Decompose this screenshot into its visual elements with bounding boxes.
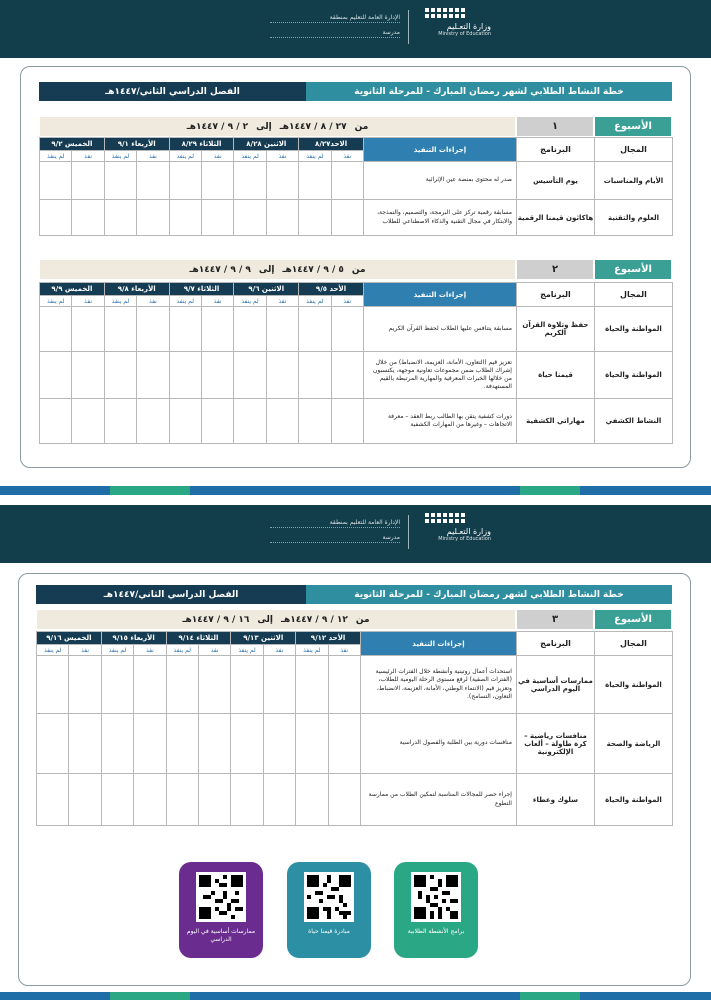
status-cell[interactable] [40,307,72,352]
status-cell[interactable] [299,162,331,200]
header-fields [270,14,400,44]
to-label: إلى [258,264,275,275]
status-cell[interactable] [137,200,169,236]
plan-title: خطة النشاط الطلابي لشهر رمضان المبارك - للمرحلة الثانوية [306,585,672,604]
done-label: نفذ [137,151,169,162]
header-divider [408,515,409,549]
school-field: مدرسة [270,29,400,38]
admin-field: الإدارة العامة للتعليم بمنطقة [270,519,400,528]
to-label: إلى [257,614,273,625]
from-date: ١٢ / ٩ / ١٤٤٧هـ [280,614,348,625]
status-cell[interactable] [296,774,328,826]
week-header-2 [39,259,672,280]
row-program: سلوك وعطاء [516,774,594,826]
status-cell[interactable] [198,714,230,774]
status-cell[interactable] [40,352,72,399]
status-cell[interactable] [234,200,266,236]
qr-card-values-initiative[interactable] [287,862,371,958]
status-cell[interactable] [299,200,331,236]
status-cell[interactable] [263,656,295,714]
qr-code-icon [411,872,461,922]
row-program: منافسات رياضية – كرة طاولة – ألعاب الإلكترونية [516,714,594,774]
day-header: الاثنين ٩/١٣ [231,632,296,645]
footer-stripe [0,992,711,1000]
row-field: المواطنة والحياة [594,352,672,399]
status-cell[interactable] [299,352,331,399]
row-procedure: منافسات دورية بين الطلبة والفصول الدراسية [360,714,516,774]
status-cell[interactable] [234,162,266,200]
status-cell[interactable] [166,714,198,774]
row-program: يوم التأسيس [516,162,594,200]
done-label: نفذ [331,151,363,162]
day-header: الثلاثاء ٩/١٤ [166,632,231,645]
day-header: الأحد ٩/٥ [299,283,364,296]
qr-code-icon [196,872,246,922]
qr-card-student-activities[interactable] [394,862,478,958]
status-cell[interactable] [104,399,136,444]
field-header: المجال [594,632,672,656]
status-cell[interactable] [37,774,69,826]
row-field: المواطنة والحياة [594,307,672,352]
from-label: من [354,121,369,132]
ministry-logo [425,513,491,542]
day-header: الثلاثاء ٩/٧ [169,283,234,296]
qr-caption: برامج الأنشطة الطلابية [407,928,465,935]
week-date-range [39,259,516,280]
header-band-1 [0,0,711,58]
status-cell[interactable] [266,200,298,236]
week-label: الأسبوع [594,609,672,630]
status-cell[interactable] [72,200,104,236]
program-header: البرنامج [516,283,594,307]
not-done-label: لم ينفذ [296,645,328,656]
status-cell[interactable] [69,774,101,826]
row-field: المواطنة والحياة [594,774,672,826]
header-band-2 [0,505,711,563]
week-date-range [36,609,516,630]
table-row [40,162,673,200]
week-number: ٣ [516,609,594,630]
done-label: نفذ [134,645,166,656]
status-cell[interactable] [234,399,266,444]
not-done-label: لم ينفذ [234,151,266,162]
status-cell[interactable] [134,774,166,826]
status-cell[interactable] [101,774,133,826]
status-cell[interactable] [169,162,201,200]
table-row [40,307,673,352]
done-label: نفذ [72,151,104,162]
from-date: ٥ / ٩ / ١٤٤٧هـ [282,264,344,275]
row-field: النشاط الكشفي [594,399,672,444]
procedures-header: إجراءات التنفيذ [360,632,516,656]
status-cell[interactable] [331,352,363,399]
done-label: نفذ [266,296,298,307]
day-header: الأربعاء ٩/٨ [104,283,169,296]
not-done-label: لم ينفذ [40,151,72,162]
status-cell[interactable] [328,656,360,714]
row-procedure: استحداث أعمال روتينية وأنشطة خلال الفترات الرئيسية (الفترات الصفية) لرفع مستوى الرحلة اليومية للطلاب، وتعزيز قيم (الانتماء الوطني، الأمانة، العزيمة، الانضباط، التعاون، التسامح). [360,656,516,714]
day-header: الخميس ٩/٩ [40,283,105,296]
not-done-label: لم ينفذ [299,296,331,307]
done-label: نفذ [266,151,298,162]
status-cell[interactable] [72,399,104,444]
status-cell[interactable] [266,307,298,352]
status-cell[interactable] [331,307,363,352]
row-procedure: دورات كشفية يتقن بها الطالب ربط العقد – معرفة الاتجاهات – وغيرها من المهارات الكشفية [363,399,516,444]
plan-title-bar-1 [39,82,672,101]
status-cell[interactable] [234,307,266,352]
day-header: الاحد٨/٢٧ [299,138,364,151]
done-label: نفذ [69,645,101,656]
status-cell[interactable] [328,774,360,826]
procedures-header: إجراءات التنفيذ [363,138,516,162]
status-cell[interactable] [101,714,133,774]
status-cell[interactable] [37,714,69,774]
row-procedure: مسابقة رقمية تركز على البرمجة، والتصميم، والنمذجة، والابتكار في مجال التقنية والذكاء الاصطناعي للطلاب [363,200,516,236]
table-row [40,399,673,444]
row-field: المواطنة والحياة [594,656,672,714]
semester-title: الفصل الدراسي الثاني/١٤٤٧هـ [39,82,306,101]
ministry-logo [425,8,491,37]
done-label: نفذ [328,645,360,656]
status-cell[interactable] [231,774,263,826]
status-cell[interactable] [169,307,201,352]
row-program: قيمنا حياة [516,352,594,399]
row-procedure: مسابقة يتنافس عليها الطلاب لحفظ القرآن الكريم [363,307,516,352]
status-cell[interactable] [137,399,169,444]
qr-card-basic-practices[interactable] [179,862,263,958]
procedures-header: إجراءات التنفيذ [363,283,516,307]
ministry-name-en: Ministry of Education [438,31,491,37]
not-done-label: لم ينفذ [169,151,201,162]
not-done-label: لم ينفذ [101,645,133,656]
status-cell[interactable] [201,307,233,352]
from-label: من [355,614,370,625]
status-cell[interactable] [169,200,201,236]
to-label: إلى [256,121,272,132]
day-header: الاثنين ٩/٦ [234,283,299,296]
ministry-name-ar: وزارة التعـليم [446,22,491,31]
row-program: حفظ وتلاوة القرآن الكريم [516,307,594,352]
plan-title-bar-2 [36,585,672,604]
day-header: الخميس ٩/٢ [40,138,105,151]
status-cell[interactable] [72,162,104,200]
qr-code-icon [304,872,354,922]
plan-title: خطة النشاط الطلابي لشهر رمضان المبارك - للمرحلة الثانوية [306,82,672,101]
done-label: نفذ [202,151,234,162]
status-cell[interactable] [299,399,331,444]
day-header: الأحد ٩/١٢ [296,632,361,645]
status-cell[interactable] [40,399,72,444]
week-header-3 [36,609,672,630]
status-cell[interactable] [201,399,233,444]
status-cell[interactable] [198,774,230,826]
to-date: ٩ / ٩ / ١٤٤٧هـ [189,264,251,275]
status-cell[interactable] [104,200,136,236]
row-procedure: صدر له محتوى بمنصة عين الإثرائية [363,162,516,200]
week-table-3 [36,631,673,826]
day-header: الثلاثاء ٨/٢٩ [169,138,234,151]
week-date-range [39,116,516,137]
status-cell[interactable] [37,656,69,714]
from-date: ٢٧ / ٨ / ١٤٤٧هـ [279,121,347,132]
row-procedure: إجراء حصر للمجالات المناسبة لتمكين الطلاب من ممارسة التطوع [360,774,516,826]
header-divider [408,10,409,44]
week-header-1 [39,116,672,137]
status-cell[interactable] [169,352,201,399]
status-cell[interactable] [134,714,166,774]
not-done-label: لم ينفذ [104,296,136,307]
field-header: المجال [594,138,672,162]
status-cell[interactable] [166,656,198,714]
status-cell[interactable] [201,352,233,399]
week-label: الأسبوع [594,259,672,280]
status-cell[interactable] [137,307,169,352]
status-cell[interactable] [72,307,104,352]
row-procedure: تعزيز قيم (التعاون، الأمانة، العزيمة، الانضباط) من خلال إشراك الطلاب ضمن مجموعات تعاونية موجهة، يكتسبون من خلالها الخبرات المعرفية والمهارية المرتبطة بالقيم المستهدفة. [363,352,516,399]
qr-caption: مبادرة قيمنا حياة [308,928,350,935]
status-cell[interactable] [202,162,234,200]
status-cell[interactable] [263,774,295,826]
status-cell[interactable] [331,162,363,200]
field-header: المجال [594,283,672,307]
status-cell[interactable] [40,162,72,200]
done-label: نفذ [72,296,104,307]
not-done-label: لم ينفذ [166,645,198,656]
status-cell[interactable] [234,352,266,399]
status-cell[interactable] [198,656,230,714]
to-date: ١٦ / ٩ / ١٤٤٧هـ [182,614,250,625]
status-cell[interactable] [137,352,169,399]
program-header: البرنامج [516,632,594,656]
done-label: نفذ [263,645,295,656]
status-cell[interactable] [263,714,295,774]
status-cell[interactable] [296,714,328,774]
program-header: البرنامج [516,138,594,162]
done-label: نفذ [201,296,233,307]
status-cell[interactable] [202,200,234,236]
status-cell[interactable] [104,307,136,352]
table-row [40,352,673,399]
done-label: نفذ [331,296,363,307]
to-date: ٢ / ٩ / ١٤٤٧هـ [186,121,249,132]
status-cell[interactable] [134,656,166,714]
row-program: مهاراتي الكشفية [516,399,594,444]
done-label: نفذ [137,296,169,307]
day-header: الخميس ٩/١٦ [37,632,102,645]
status-cell[interactable] [169,399,201,444]
status-cell[interactable] [231,714,263,774]
from-label: من [351,264,366,275]
week-table-2 [39,282,673,444]
status-cell[interactable] [266,399,298,444]
status-cell[interactable] [101,656,133,714]
status-cell[interactable] [137,162,169,200]
week-number: ٢ [516,259,594,280]
semester-title: الفصل الدراسي الثاني/١٤٤٧هـ [36,585,306,604]
ministry-name-en: Ministry of Education [438,536,491,542]
status-cell[interactable] [299,307,331,352]
status-cell[interactable] [69,656,101,714]
table-row [37,656,673,714]
status-cell[interactable] [40,200,72,236]
not-done-label: لم ينفذ [169,296,201,307]
day-header: الاثنين ٨/٢٨ [234,138,299,151]
school-field: مدرسة [270,534,400,543]
qr-caption: ممارسات أساسية في اليوم الدراسي [186,928,256,943]
status-cell[interactable] [231,656,263,714]
status-cell[interactable] [104,162,136,200]
header-fields [270,519,400,549]
row-field: العلوم والتقنية [594,200,672,236]
not-done-label: لم ينفذ [299,151,331,162]
admin-field: الإدارة العامة للتعليم بمنطقة [270,14,400,23]
status-cell[interactable] [331,399,363,444]
not-done-label: لم ينفذ [231,645,263,656]
not-done-label: لم ينفذ [40,296,72,307]
table-row [40,200,673,236]
row-program: ممارسات أساسية في اليوم الدراسي [516,656,594,714]
status-cell[interactable] [104,352,136,399]
status-cell[interactable] [266,352,298,399]
not-done-label: لم ينفذ [37,645,69,656]
day-header: الأربعاء ٩/١٥ [101,632,166,645]
week-table-1 [39,137,673,236]
not-done-label: لم ينفذ [234,296,266,307]
ministry-name-ar: وزارة التعـليم [446,527,491,536]
status-cell[interactable] [296,656,328,714]
status-cell[interactable] [166,774,198,826]
row-field: الأيام والمناسبات [594,162,672,200]
row-field: الرياضة والصحة [594,714,672,774]
week-number: ١ [516,116,594,137]
table-row [37,774,673,826]
week-label: الأسبوع [594,116,672,137]
not-done-label: لم ينفذ [104,151,136,162]
done-label: نفذ [198,645,230,656]
table-row [37,714,673,774]
page-divider-stripe [0,486,711,495]
status-cell[interactable] [69,714,101,774]
status-cell[interactable] [72,352,104,399]
status-cell[interactable] [331,200,363,236]
status-cell[interactable] [328,714,360,774]
status-cell[interactable] [266,162,298,200]
row-program: هاكاثون قيمنا الرقمية [516,200,594,236]
day-header: الأربعاء ٩/١ [104,138,169,151]
